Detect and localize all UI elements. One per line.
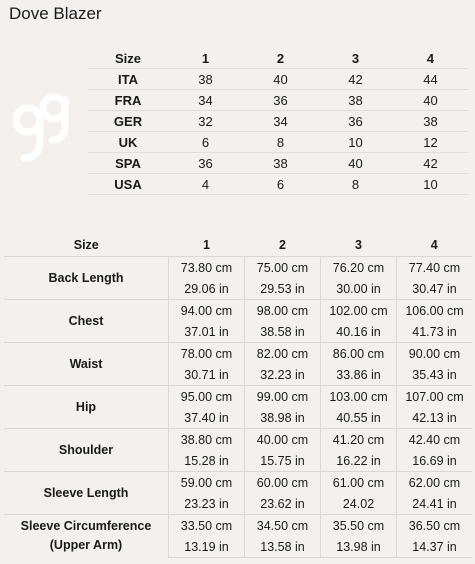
- table-cell: 40.55 in: [321, 407, 397, 429]
- table-cell: 59.00 cm: [169, 472, 245, 494]
- table-row: [4, 472, 472, 494]
- table-cell: 14.37 in: [397, 536, 473, 558]
- row-label: ITA: [88, 69, 168, 90]
- table-cell: 98.00 cm: [245, 300, 321, 322]
- table-cell: 38: [318, 90, 393, 111]
- table-row: [88, 174, 468, 195]
- column-header: 3: [321, 234, 397, 257]
- table-cell: 36: [243, 90, 318, 111]
- table-cell: 75.00 cm: [245, 257, 321, 279]
- table-cell: 13.98 in: [321, 536, 397, 558]
- table-cell: 38: [168, 69, 243, 90]
- table-row: [4, 343, 472, 365]
- page-title: Dove Blazer: [9, 4, 102, 23]
- table-row: [88, 153, 468, 174]
- table-cell: 102.00 cm: [321, 300, 397, 322]
- table-cell: 24.02: [321, 493, 397, 515]
- table-cell: 40.00 cm: [245, 429, 321, 451]
- table-cell: 10: [393, 174, 468, 195]
- table-cell: 12: [393, 132, 468, 153]
- table-cell: 33.86 in: [321, 364, 397, 386]
- column-header: 2: [245, 234, 321, 257]
- table-cell: 8: [318, 174, 393, 195]
- column-header: Size: [4, 234, 169, 257]
- brand-monogram-icon: [4, 82, 72, 172]
- table-cell: 15.75 in: [245, 450, 321, 472]
- table-cell: 73.80 cm: [169, 257, 245, 279]
- row-label: SPA: [88, 153, 168, 174]
- column-header: 3: [318, 48, 393, 69]
- table-row: [4, 300, 472, 322]
- table-cell: 37.01 in: [184, 324, 229, 339]
- table-row: [88, 132, 468, 153]
- row-label: Sleeve Length: [4, 472, 169, 515]
- row-label: Back Length: [4, 257, 169, 300]
- table-cell: 24.41 in: [397, 493, 473, 515]
- table-cell: 8: [243, 132, 318, 153]
- measurements-table: [4, 234, 472, 558]
- table-cell: 78.00 cm: [169, 343, 245, 365]
- row-label: Waist: [4, 343, 169, 386]
- table-cell: 36.50 cm: [397, 515, 473, 537]
- table-row: [88, 90, 468, 111]
- table-row: [88, 111, 468, 132]
- table-row: [88, 69, 468, 90]
- table-cell: 38.98 in: [245, 407, 321, 429]
- table-cell: 34: [168, 90, 243, 111]
- table-cell: 33.50 cm: [169, 515, 245, 537]
- table-cell: 40.16 in: [321, 321, 397, 343]
- table-cell: 30.71 in: [184, 367, 229, 382]
- table-cell: 40: [318, 153, 393, 174]
- table-cell: 60.00 cm: [245, 472, 321, 494]
- column-header: 4: [393, 48, 468, 69]
- table-cell: 62.00 cm: [397, 472, 473, 494]
- table-cell: 6: [168, 132, 243, 153]
- table-cell: 36: [318, 111, 393, 132]
- table-cell: 61.00 cm: [321, 472, 397, 494]
- table-cell: 38: [393, 111, 468, 132]
- table-cell: 90.00 cm: [397, 343, 473, 365]
- table-cell: 40: [243, 69, 318, 90]
- table-cell: 107.00 cm: [397, 386, 473, 408]
- table-header-row: [4, 234, 472, 257]
- table-cell: 42: [393, 153, 468, 174]
- table-cell: 35.43 in: [397, 364, 473, 386]
- table-cell: 37.40 in: [184, 410, 229, 425]
- table-cell: 15.28 in: [184, 453, 229, 468]
- table-cell: 41.20 cm: [321, 429, 397, 451]
- table-cell: 32: [168, 111, 243, 132]
- table-cell: 36: [168, 153, 243, 174]
- table-cell: 41.73 in: [397, 321, 473, 343]
- row-label: Hip: [4, 386, 169, 429]
- table-row: [4, 429, 472, 451]
- table-cell: 23.62 in: [245, 493, 321, 515]
- table-cell: 35.50 cm: [321, 515, 397, 537]
- table-cell: 38: [243, 153, 318, 174]
- table-cell: 10: [318, 132, 393, 153]
- table-cell: 4: [168, 174, 243, 195]
- table-cell: 40: [393, 90, 468, 111]
- column-header: 1: [168, 48, 243, 69]
- table-cell: 38.80 cm: [169, 429, 245, 451]
- row-label-text: Sleeve Circumference (Upper Arm): [20, 519, 152, 553]
- size-conversion-table: [88, 48, 468, 195]
- table-cell: 42: [318, 69, 393, 90]
- table-cell: 34: [243, 111, 318, 132]
- table-cell: 77.40 cm: [397, 257, 473, 279]
- table-cell: 32.23 in: [245, 364, 321, 386]
- table-cell: 13.19 in: [169, 536, 245, 558]
- table-cell: 94.00 cm: [169, 300, 245, 322]
- table-cell: 23.23 in: [184, 496, 229, 511]
- table-cell: 16.22 in: [321, 450, 397, 472]
- table-cell: 16.69 in: [397, 450, 473, 472]
- column-header: 1: [169, 234, 245, 257]
- row-label: FRA: [88, 90, 168, 111]
- table-row: [4, 515, 472, 537]
- table-cell: 42.40 cm: [397, 429, 473, 451]
- table-cell: 34.50 cm: [245, 515, 321, 537]
- row-label: UK: [88, 132, 168, 153]
- column-header: 4: [397, 234, 473, 257]
- table-cell: 82.00 cm: [245, 343, 321, 365]
- table-cell: 86.00 cm: [321, 343, 397, 365]
- row-label: Chest: [4, 300, 169, 343]
- row-label: [4, 515, 169, 558]
- table-cell: 38.58 in: [245, 321, 321, 343]
- table-header-row: [88, 48, 468, 69]
- table-cell: 106.00 cm: [397, 300, 473, 322]
- table-cell: 30.00 in: [321, 278, 397, 300]
- row-label: USA: [88, 174, 168, 195]
- table-row: [4, 386, 472, 408]
- table-cell: 6: [243, 174, 318, 195]
- table-cell: 29.06 in: [184, 281, 229, 296]
- table-cell: 95.00 cm: [169, 386, 245, 408]
- table-row: [4, 257, 472, 279]
- table-cell: 44: [393, 69, 468, 90]
- table-cell: 76.20 cm: [321, 257, 397, 279]
- column-header: Size: [88, 48, 168, 69]
- table-cell: 29.53 in: [245, 278, 321, 300]
- table-cell: 99.00 cm: [245, 386, 321, 408]
- table-cell: 30.47 in: [397, 278, 473, 300]
- row-label: Shoulder: [4, 429, 169, 472]
- table-cell: 103.00 cm: [321, 386, 397, 408]
- row-label: GER: [88, 111, 168, 132]
- column-header: 2: [243, 48, 318, 69]
- table-cell: 13.58 in: [245, 536, 321, 558]
- table-cell: 42.13 in: [397, 407, 473, 429]
